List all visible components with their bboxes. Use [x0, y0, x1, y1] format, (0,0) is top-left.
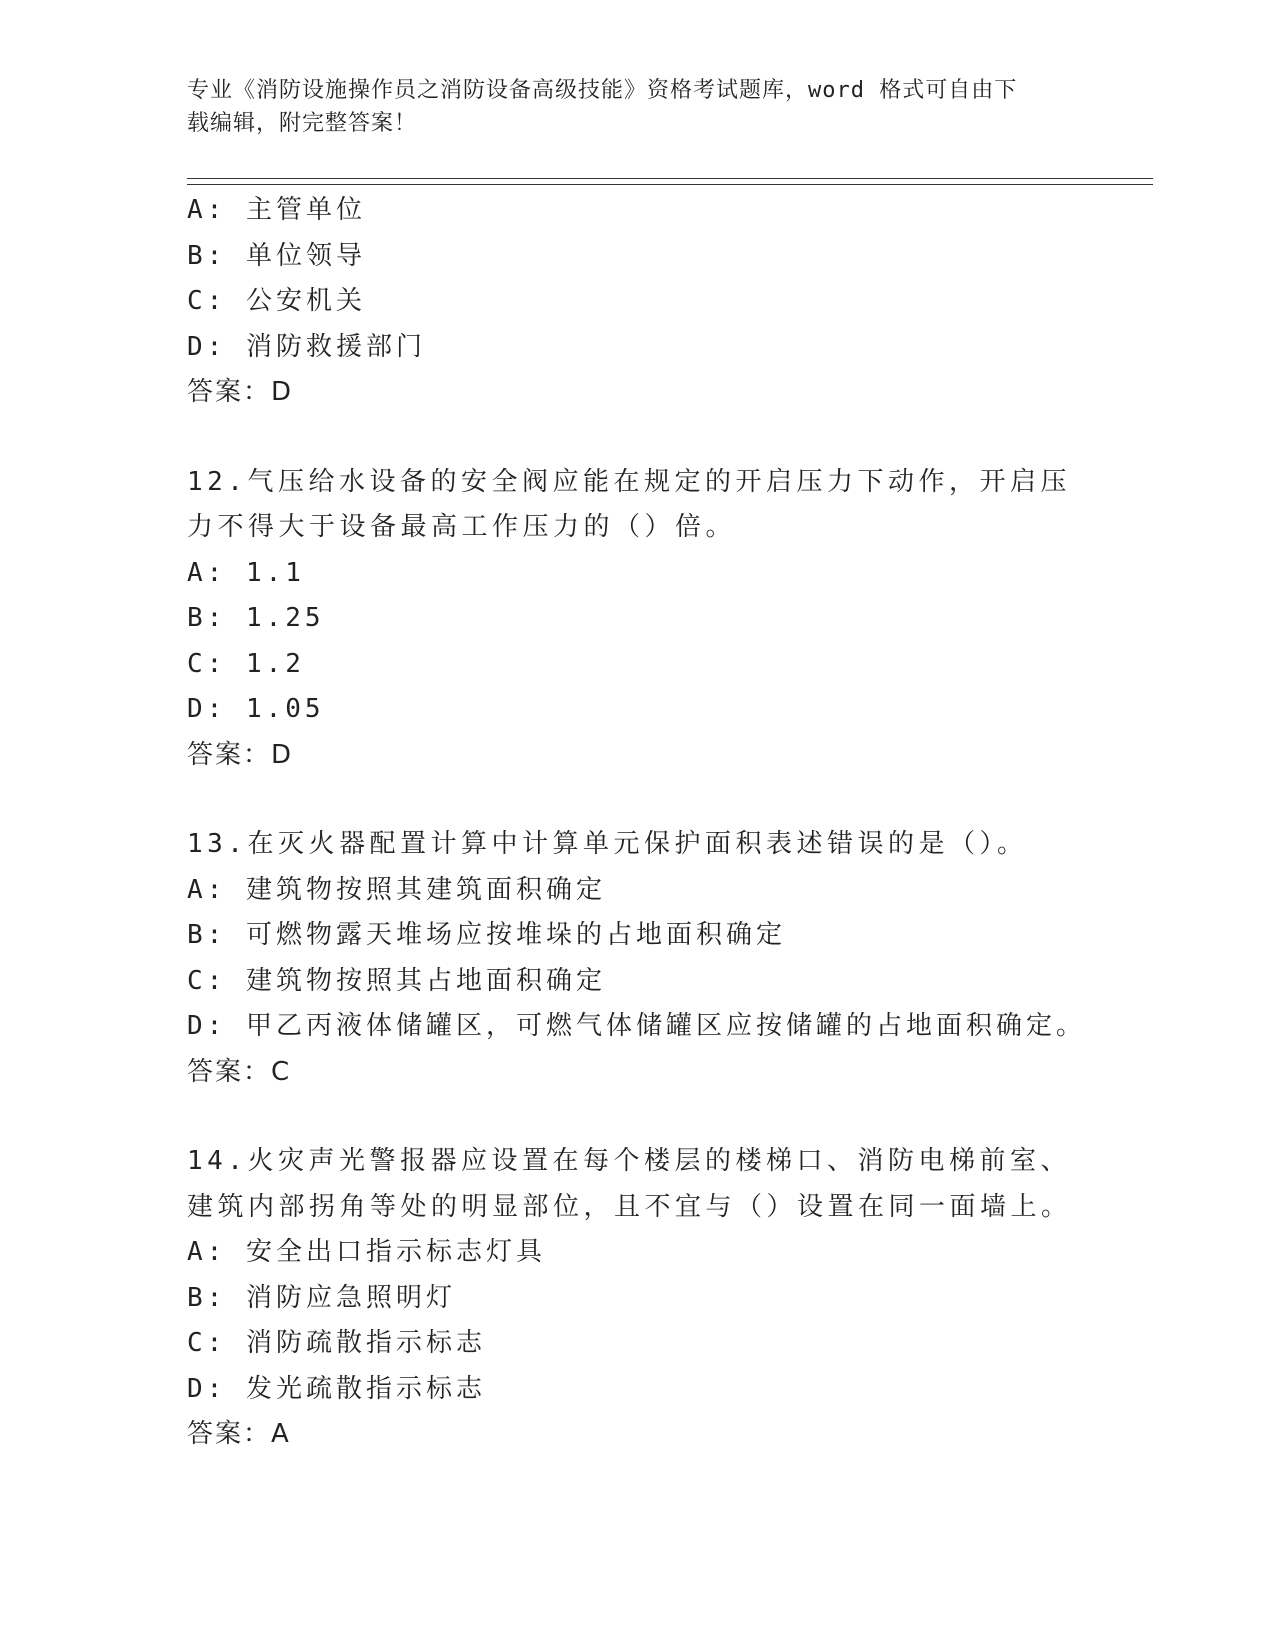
answer: 答案：C [187, 1056, 292, 1087]
answer: 答案：D [187, 377, 294, 407]
question-block-11 [187, 188, 1087, 416]
option-d: D: 甲乙丙液体储罐区，可燃气体储罐区应按储罐的占地面积确定。 [187, 1011, 1086, 1041]
option-c: C: 消防疏散指示标志 [187, 1328, 486, 1358]
question-block-14 [187, 1139, 1087, 1458]
header-line-2: 载编辑，附完整答案！ [187, 111, 418, 136]
question-text: 14.火灾声光警报器应设置在每个楼层的楼梯口、消防电梯前室、建筑内部拐角等处的明显部位，且不宜与（）设置在同一面墙上。 [187, 1146, 1072, 1222]
question-block-12 [187, 460, 1087, 779]
option-a: A: 安全出口指示标志灯具 [187, 1237, 546, 1267]
option-c: C: 建筑物按照其占地面积确定 [187, 965, 606, 996]
option-b: B: 可燃物露天堆场应按堆垛的占地面积确定 [187, 920, 786, 950]
question-text: 12.气压给水设备的安全阀应能在规定的开启压力下动作，开启压力不得大于设备最高工作压力的（）倍。 [187, 466, 1071, 542]
question-list [187, 188, 1087, 1502]
option-a: A: 1.1 [187, 557, 305, 588]
option-b: B: 消防应急照明灯 [187, 1282, 456, 1313]
option-d: D: 消防救援部门 [187, 331, 426, 362]
option-d: D: 1.05 [187, 694, 325, 724]
option-a: A: 建筑物按照其建筑面积确定 [187, 874, 606, 905]
question-block-13 [187, 822, 1087, 1095]
answer: 答案：D [187, 739, 294, 770]
option-b: B: 单位领导 [187, 240, 366, 271]
option-c: C: 1.2 [187, 648, 305, 679]
option-c: C: 公安机关 [187, 286, 366, 316]
page-header [187, 74, 1067, 140]
header-line-1: 专业《消防设施操作员之消防设备高级技能》资格考试题库，word 格式可自由下 [187, 78, 1018, 103]
option-a: A: 主管单位 [187, 195, 366, 225]
option-b: B: 1.25 [187, 603, 325, 633]
answer: 答案：A [187, 1419, 291, 1449]
option-d: D: 发光疏散指示标志 [187, 1373, 486, 1404]
question-text: 13.在灭火器配置计算中计算单元保护面积表述错误的是（）。 [187, 829, 1028, 859]
header-divider [187, 178, 1153, 185]
